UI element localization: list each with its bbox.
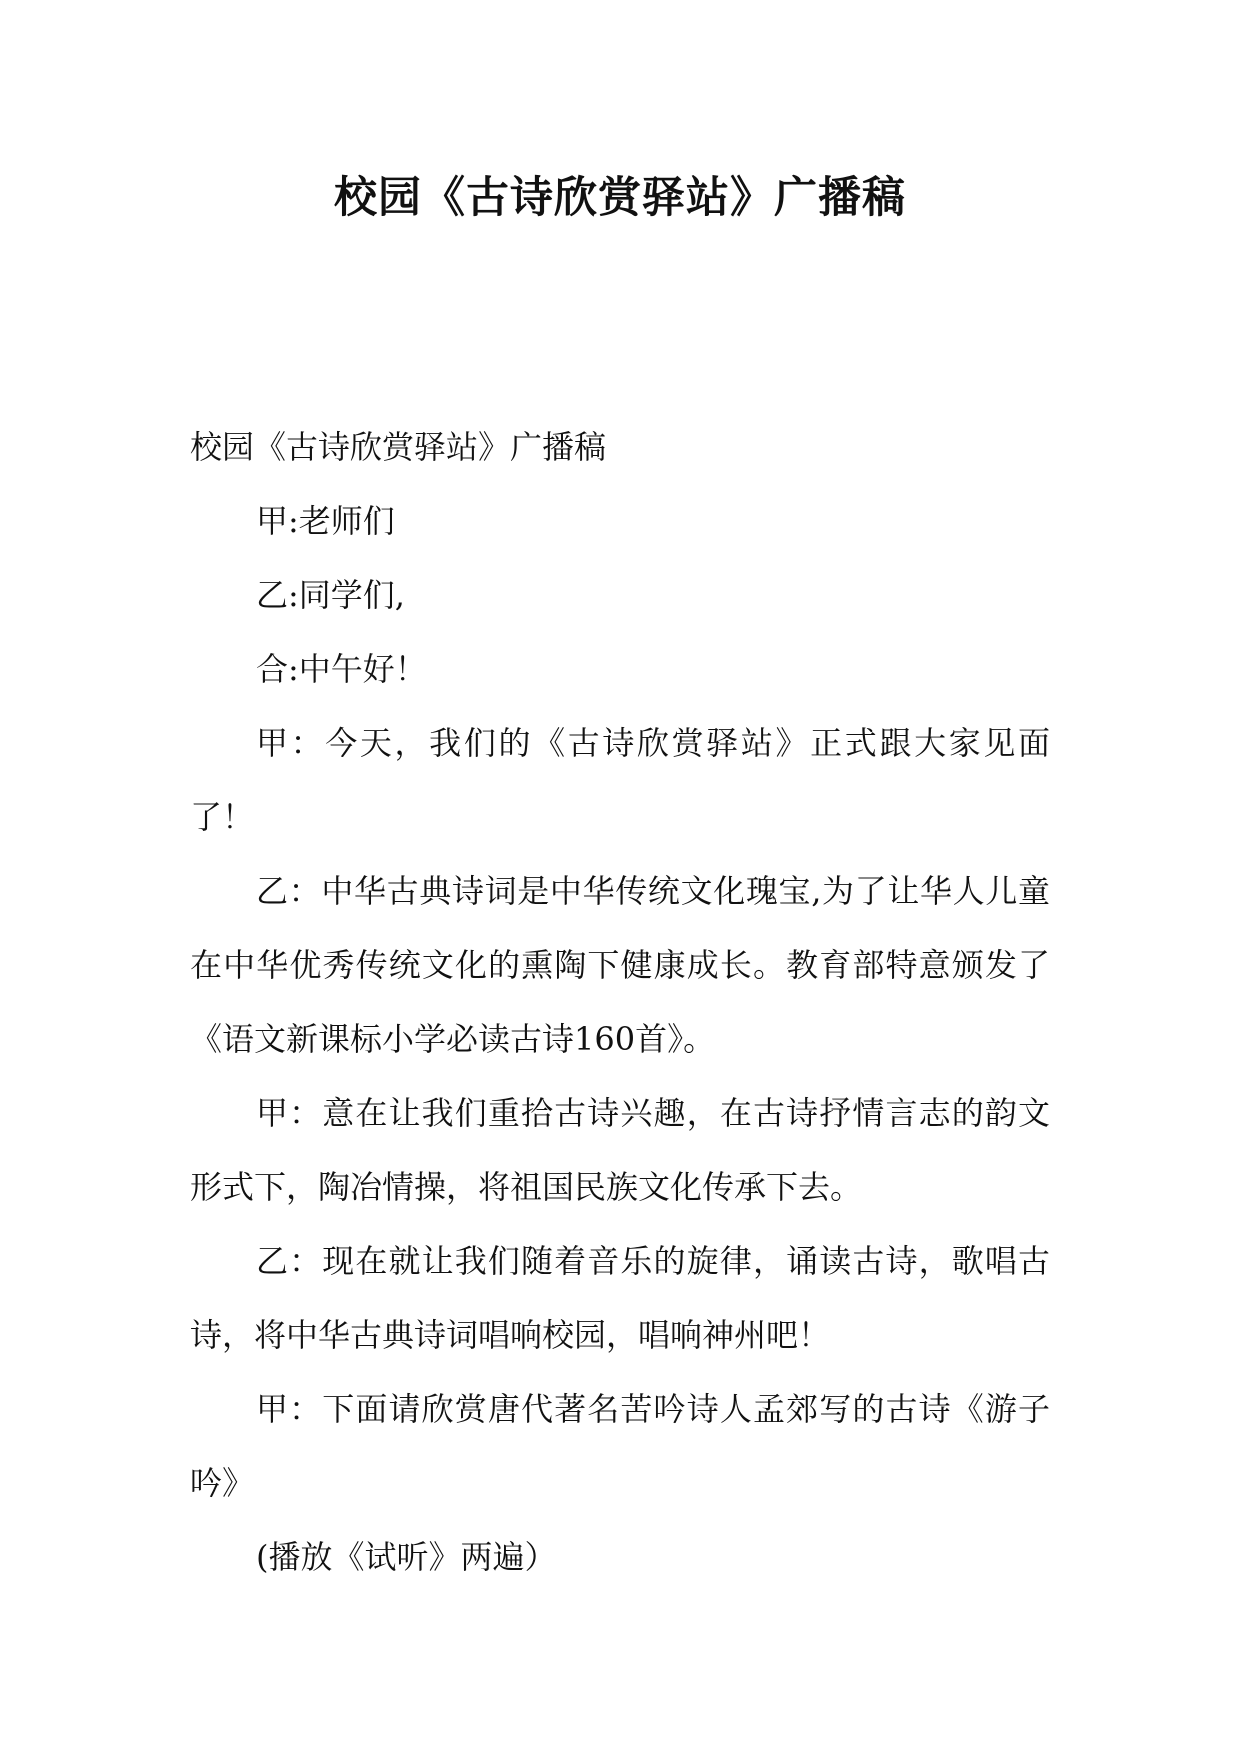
paragraph: 乙:同学们, — [256, 576, 405, 614]
paragraph: 甲：意在让我们重拾古诗兴趣，在古诗抒情言志的韵文形式下，陶冶情操，将祖国民族文化传承下去。 — [190, 1094, 1050, 1206]
paragraph: 甲：下面请欣赏唐代著名苦吟诗人孟郊写的古诗《游子吟》 — [190, 1390, 1050, 1502]
paragraph-heading: 校园《古诗欣赏驿站》广播稿 — [190, 428, 607, 466]
paragraph: 乙：中华古典诗词是中华传统文化瑰宝,为了让华人儿童在中华优秀传统文化的熏陶下健康成长。教育部特意颁发了《语文新课标小学必读古诗160首》。 — [190, 872, 1050, 1058]
document-title: 校园《古诗欣赏驿站》广播稿 — [334, 173, 906, 223]
paragraph: 合:中午好！ — [256, 650, 427, 688]
paragraph: 乙：现在就让我们随着音乐的旋律，诵读古诗，歌唱古诗，将中华古典诗词唱响校园，唱响神州吧！ — [190, 1242, 1050, 1354]
document-body — [190, 410, 1050, 1594]
paragraph: 甲：今天，我们的《古诗欣赏驿站》正式跟大家见面了！ — [190, 724, 1050, 836]
paragraph: 甲:老师们 — [256, 502, 395, 540]
paragraph: (播放《试听》两遍） — [256, 1538, 557, 1576]
